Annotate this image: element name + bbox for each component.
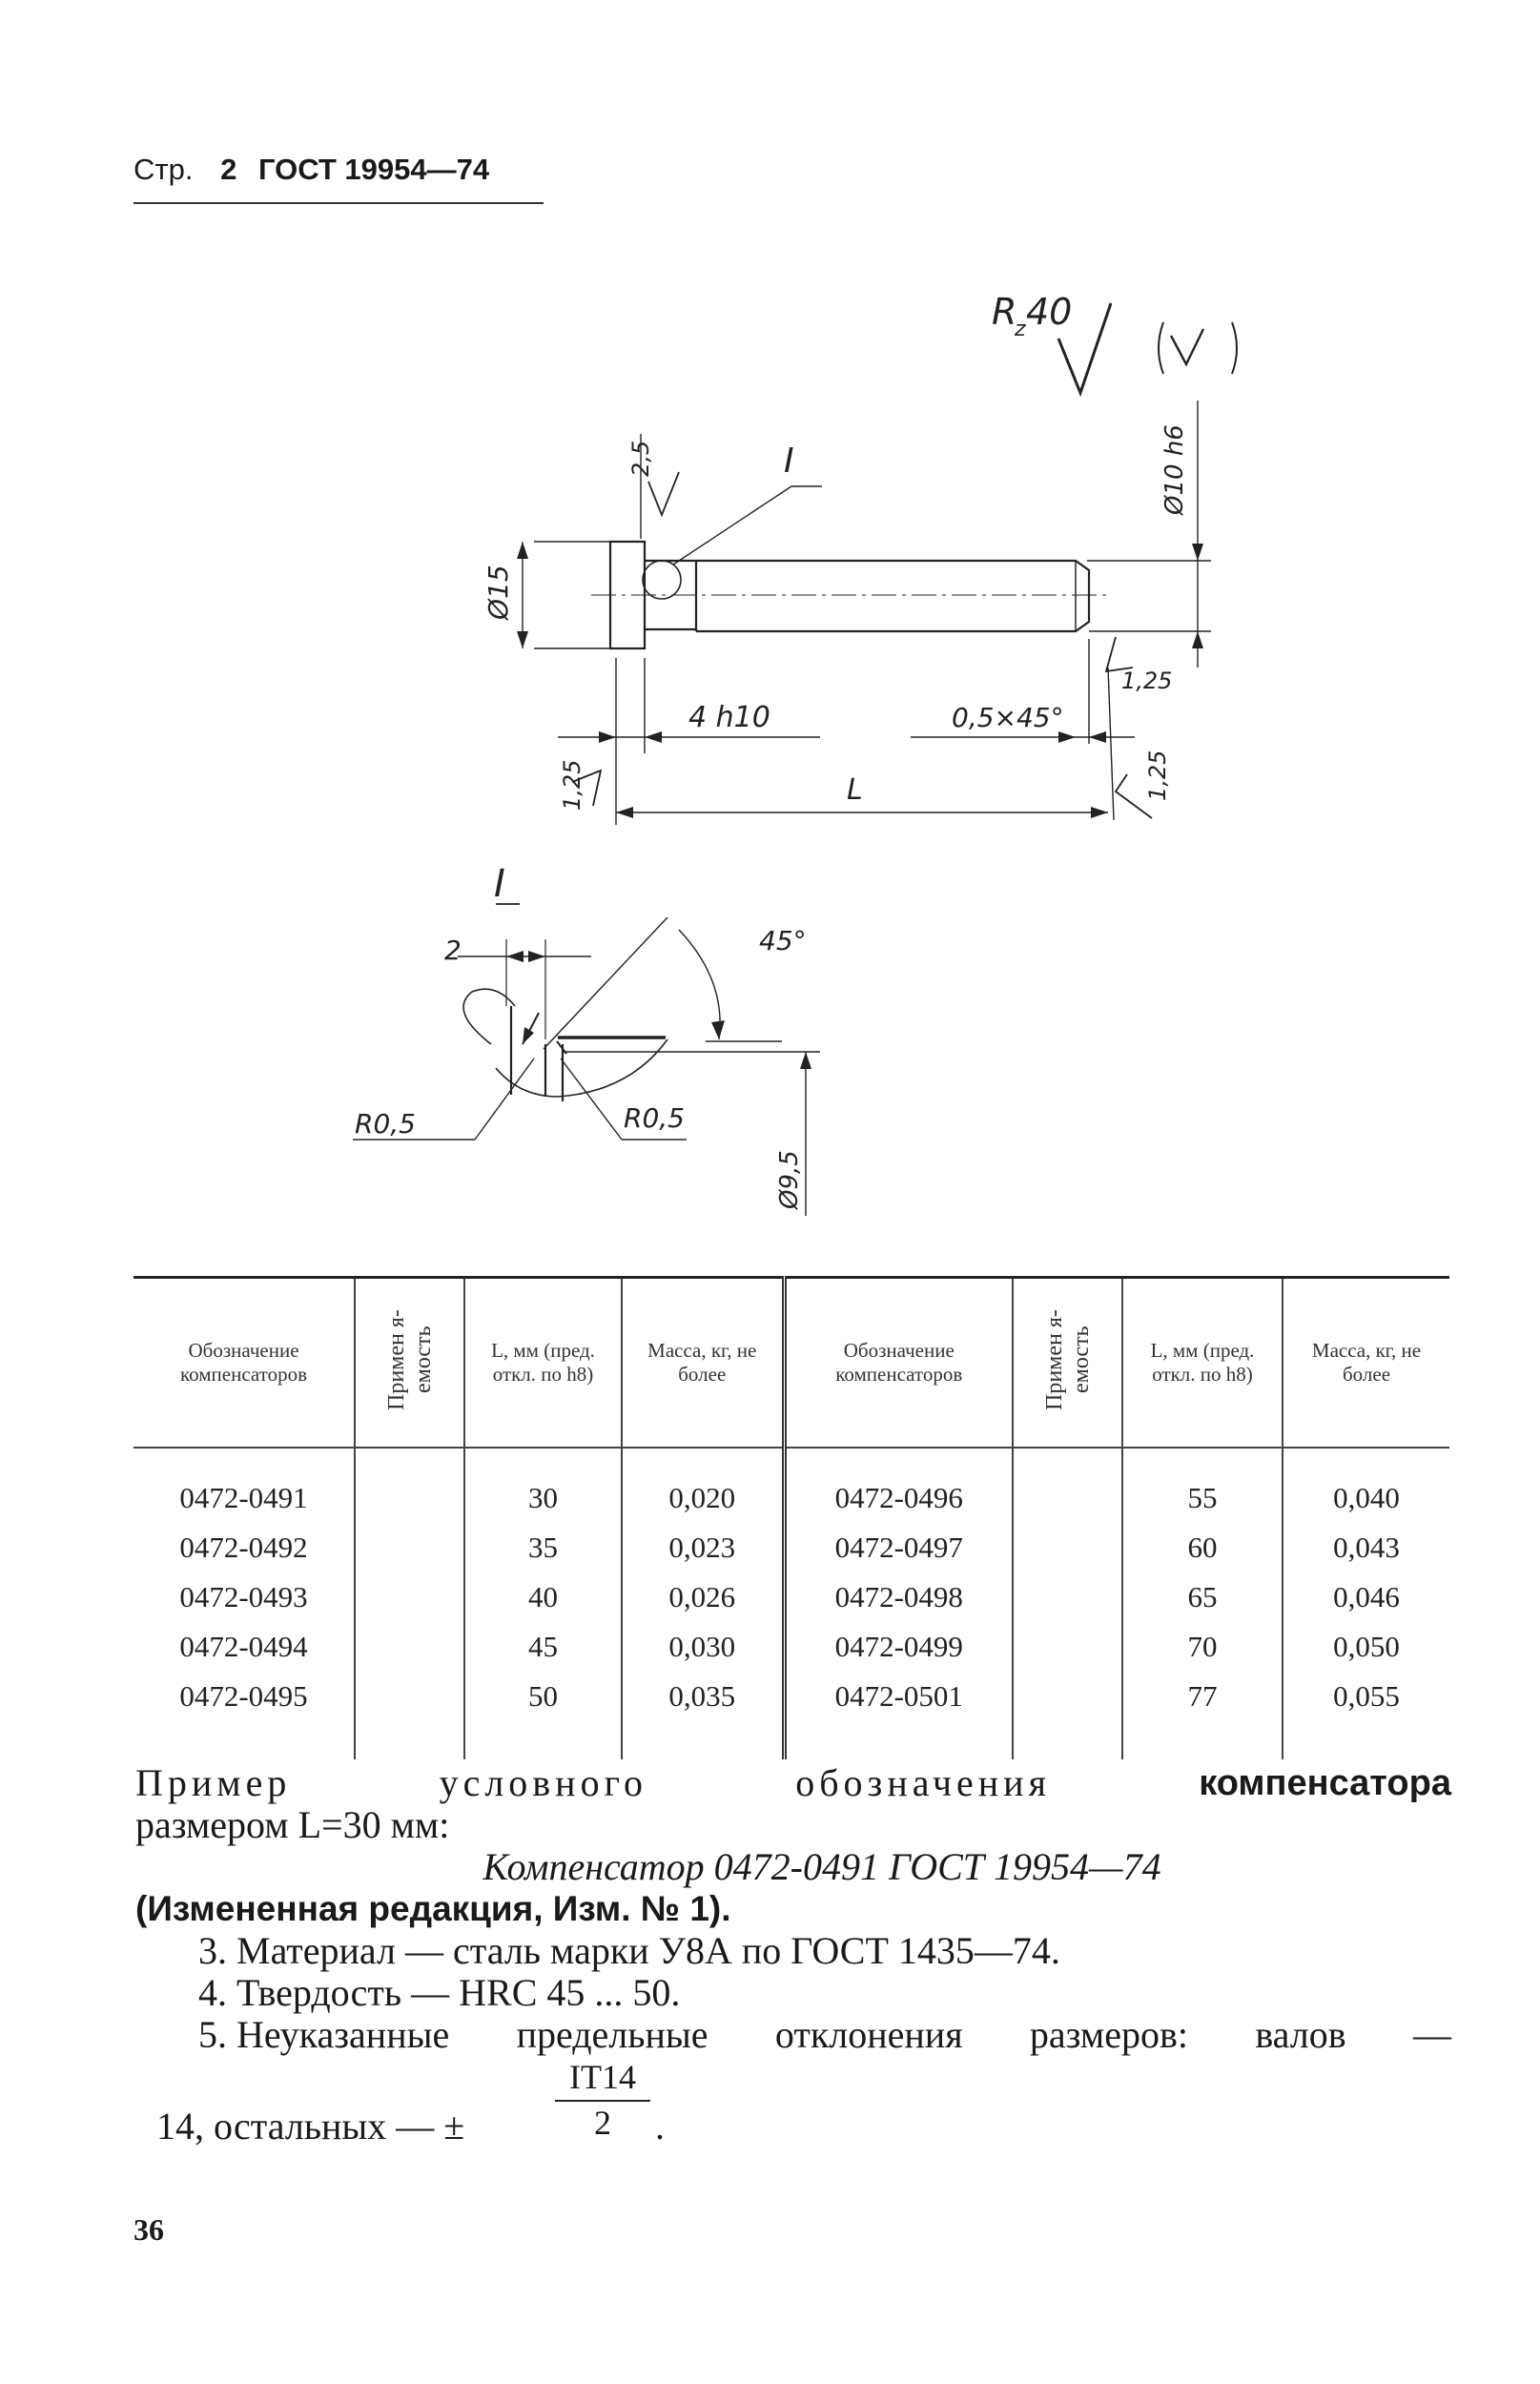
cell-mass: 0,040 xyxy=(1283,1448,1449,1523)
header-prefix: Стр. xyxy=(133,153,194,186)
specification-table xyxy=(133,1276,1449,1759)
cell-length: 45 xyxy=(464,1622,622,1672)
cell-applicability xyxy=(355,1622,464,1672)
cell-applicability xyxy=(1013,1622,1122,1672)
cell-designation: 0472-0499 xyxy=(784,1622,1013,1672)
roughness-a: 1,25 xyxy=(1121,668,1173,694)
cell-length: 50 xyxy=(464,1672,622,1759)
amendment-note: (Измененная редакция, Изм. № 1). xyxy=(135,1889,731,1928)
header-length: L, мм (пред. откл. по h8) xyxy=(464,1278,622,1449)
fraction-numerator: IT14 xyxy=(555,2056,650,2102)
header-mass: Масса, кг, не более xyxy=(622,1278,784,1449)
cell-mass: 0,055 xyxy=(1283,1672,1449,1759)
header-length-2: L, мм (пред. откл. по h8) xyxy=(1122,1278,1283,1449)
cell-length: 65 xyxy=(1122,1572,1283,1622)
cell-mass: 0,020 xyxy=(622,1448,784,1523)
cell-length: 55 xyxy=(1122,1448,1283,1523)
page-number: 36 xyxy=(133,2212,164,2247)
cell-designation: 0472-0498 xyxy=(784,1572,1013,1622)
item-5-word-3: отклонения xyxy=(774,2013,963,2056)
cell-designation: 0472-0492 xyxy=(179,1531,308,1564)
roughness-label: R xyxy=(992,291,1017,333)
header-applicability-text-2: Примен я-емость xyxy=(1041,1309,1094,1410)
header-standard: ГОСТ 19954—74 xyxy=(257,153,490,186)
dim-chamfer: 0,5×45° xyxy=(952,702,1064,733)
cell-mass: 0,050 xyxy=(1283,1622,1449,1672)
cell-applicability xyxy=(1013,1523,1122,1572)
fraction-denominator: 2 xyxy=(594,2104,611,2142)
example-word-3: обозначения xyxy=(795,1761,1051,1804)
table-row xyxy=(133,1448,1449,1523)
designation-example: Компенсатор 0472-0491 ГОСТ 19954—74 xyxy=(483,1845,1161,1888)
table-row xyxy=(133,1572,1449,1622)
dim-shaft-dia: Ø10 h6 xyxy=(1160,424,1189,515)
detail-title: I xyxy=(494,862,505,906)
cell-mass: 0,035 xyxy=(622,1672,784,1759)
cell-length: 70 xyxy=(1122,1622,1283,1672)
cell-length: 40 xyxy=(464,1572,622,1622)
cell-designation: 0472-0494 xyxy=(179,1630,308,1663)
header-designation-2: Обозначение компенсаторов xyxy=(784,1278,1013,1449)
detail-dia: Ø9,5 xyxy=(775,1150,804,1209)
cell-length: 35 xyxy=(464,1523,622,1572)
item-5-line-2-text: 14, остальных — ± xyxy=(156,2105,465,2148)
item-5-word-1: 5. Неуказанные xyxy=(198,2013,450,2056)
cell-designation: 0472-0496 xyxy=(784,1448,1013,1523)
roughness-c: 1,25 xyxy=(1144,750,1171,801)
cell-designation: 0472-0497 xyxy=(784,1523,1013,1572)
item-5-word-4: размеров: xyxy=(1029,2013,1188,2056)
table-row xyxy=(133,1523,1449,1572)
header-applicability-2 xyxy=(1013,1278,1122,1449)
dim-chamfer-top: 2,5 xyxy=(627,440,654,477)
cell-mass: 0,043 xyxy=(1283,1523,1449,1572)
header-page-ref: 2 xyxy=(220,153,237,186)
cell-mass: 0,026 xyxy=(622,1572,784,1622)
example-word-1: Пример xyxy=(135,1761,292,1804)
tolerance-fraction xyxy=(555,2056,650,2144)
cell-designation: 0472-0501 xyxy=(784,1672,1013,1759)
item-5-word-6: — xyxy=(1412,2013,1451,2056)
cell-applicability xyxy=(355,1572,464,1622)
item-3: 3. Материал — сталь марки У8А по ГОСТ 1435—74. xyxy=(198,1929,1060,1972)
dim-head-len: 4 h10 xyxy=(688,701,770,734)
example-word-2: условного xyxy=(439,1761,647,1804)
roughness-sub: z xyxy=(1015,318,1026,341)
item-5-word-2: предельные xyxy=(516,2013,708,2056)
cell-applicability xyxy=(355,1523,464,1572)
header-mass-2: Масса, кг, не более xyxy=(1283,1278,1449,1449)
compensator-shaft xyxy=(696,561,1089,631)
detail-angle: 45° xyxy=(759,925,807,956)
cell-mass: 0,046 xyxy=(1283,1572,1449,1622)
item-5-line-2 xyxy=(135,2056,1451,2155)
header-applicability xyxy=(355,1278,464,1449)
cell-mass: 0,030 xyxy=(622,1622,784,1672)
table-row xyxy=(133,1622,1449,1672)
fraction-dot: . xyxy=(655,2105,665,2148)
cell-length: 77 xyxy=(1122,1672,1283,1759)
cell-applicability xyxy=(355,1448,464,1523)
cell-applicability xyxy=(355,1672,464,1759)
example-line-1 xyxy=(135,1762,1451,1804)
dim-length: L xyxy=(847,773,863,807)
cell-designation: 0472-0493 xyxy=(179,1580,308,1613)
header-designation: Обозначение компенсаторов xyxy=(133,1278,355,1449)
cell-designation: 0472-0495 xyxy=(179,1679,308,1713)
cell-applicability xyxy=(1013,1448,1122,1523)
cell-mass: 0,023 xyxy=(622,1523,784,1572)
header-applicability-text: Примен я-емость xyxy=(383,1309,436,1410)
cell-applicability xyxy=(1013,1672,1122,1759)
detail-r-right: R0,5 xyxy=(624,1102,685,1134)
detail-r-left: R0,5 xyxy=(355,1108,416,1140)
table-row xyxy=(133,1672,1449,1759)
cell-length: 60 xyxy=(1122,1523,1283,1572)
body-text xyxy=(135,1762,1451,2155)
detail-ref: I xyxy=(784,442,794,481)
detail-circle xyxy=(643,561,681,599)
dim-head-dia: Ø15 xyxy=(483,565,514,620)
item-5-word-5: валов xyxy=(1255,2013,1346,2056)
cell-length: 30 xyxy=(464,1448,622,1523)
example-word-4: компенсатора xyxy=(1199,1763,1451,1803)
item-4: 4. Твердость — HRC 45 ... 50. xyxy=(198,1971,681,2014)
item-5-line-1 xyxy=(135,2014,1451,2056)
table-header-row xyxy=(133,1278,1449,1449)
example-line-2: размером L=30 мм: xyxy=(135,1803,450,1846)
cell-designation: 0472-0491 xyxy=(179,1481,308,1514)
detail-width: 2 xyxy=(444,935,462,966)
cell-applicability xyxy=(1013,1572,1122,1622)
roughness-value: 40 xyxy=(1026,291,1073,333)
roughness-b: 1,25 xyxy=(559,759,585,811)
